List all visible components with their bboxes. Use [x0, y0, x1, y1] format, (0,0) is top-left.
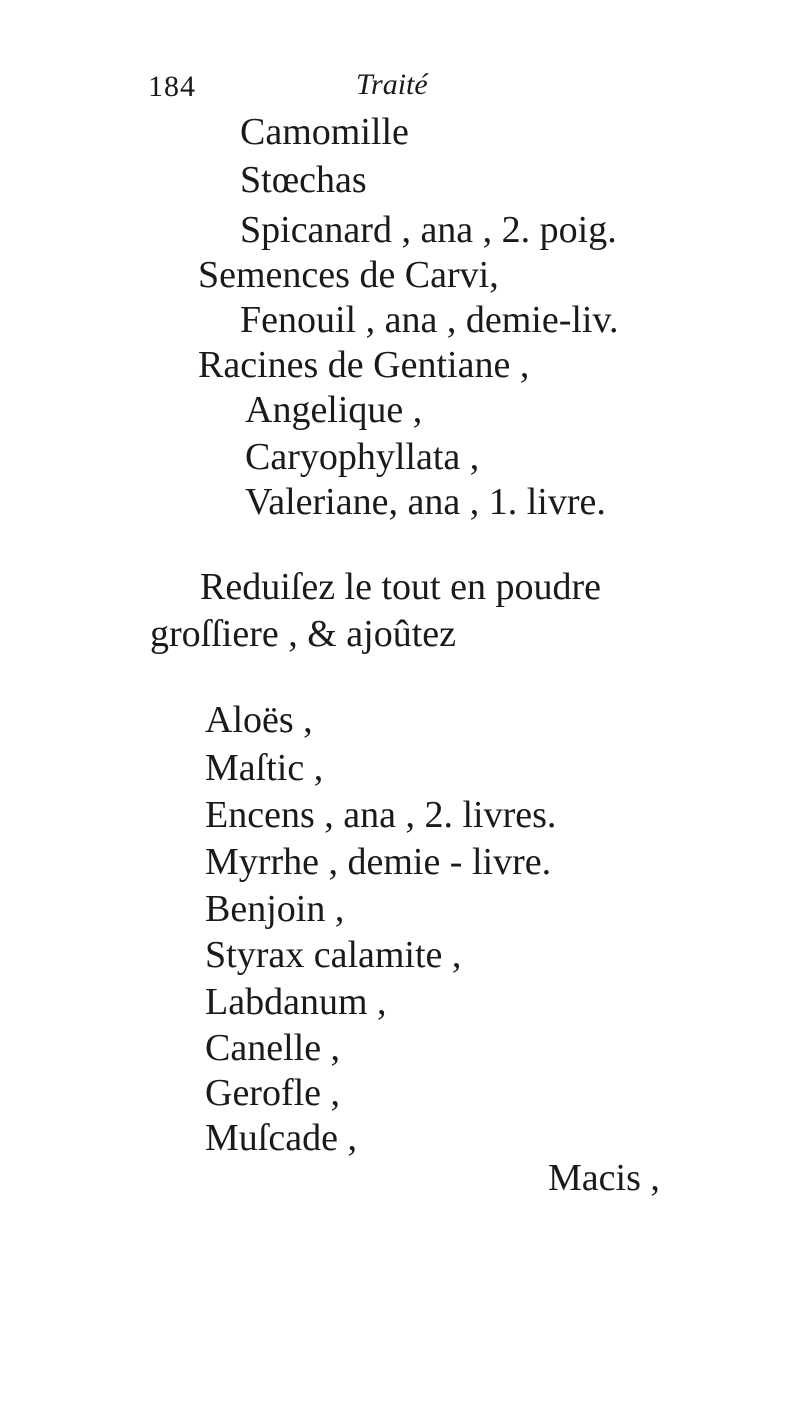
text-line: Valeriane, ana , 1. livre. — [245, 481, 606, 523]
page-number: 184 — [148, 70, 196, 103]
text-line: Caryophyllata , — [245, 436, 480, 478]
text-line: Styrax calamite , — [205, 934, 462, 976]
catchword: Macis , — [548, 1157, 660, 1199]
text-line: Angelique , — [245, 389, 423, 431]
text-line: Fenouil , ana , demie-liv. — [240, 299, 619, 341]
text-line: Encens , ana , 2. livres. — [205, 794, 557, 836]
page-header — [0, 70, 800, 110]
text-line: Maſtic , — [205, 747, 324, 789]
text-line: Gerofle , — [205, 1072, 341, 1114]
text-line: Semences de Carvi, — [198, 254, 499, 296]
text-line: groſſiere , & ajoûtez — [150, 613, 456, 655]
text-line: Canelle , — [205, 1027, 341, 1069]
text-line: Reduiſez le tout en poudre — [200, 566, 601, 608]
running-title: Traité — [356, 68, 428, 101]
text-line: Spicanard , ana , 2. poig. — [240, 209, 617, 251]
text-line: Labdanum , — [205, 981, 387, 1023]
text-line: Stœchas — [240, 159, 367, 201]
text-line: Benjoin , — [205, 888, 345, 930]
text-line: Muſcade , — [205, 1117, 357, 1159]
text-line: Camomille — [240, 111, 409, 153]
text-line: Myrrhe , demie - livre. — [205, 841, 552, 883]
text-line: Racines de Gentiane , — [198, 344, 530, 386]
text-line: Aloës , — [205, 699, 313, 741]
